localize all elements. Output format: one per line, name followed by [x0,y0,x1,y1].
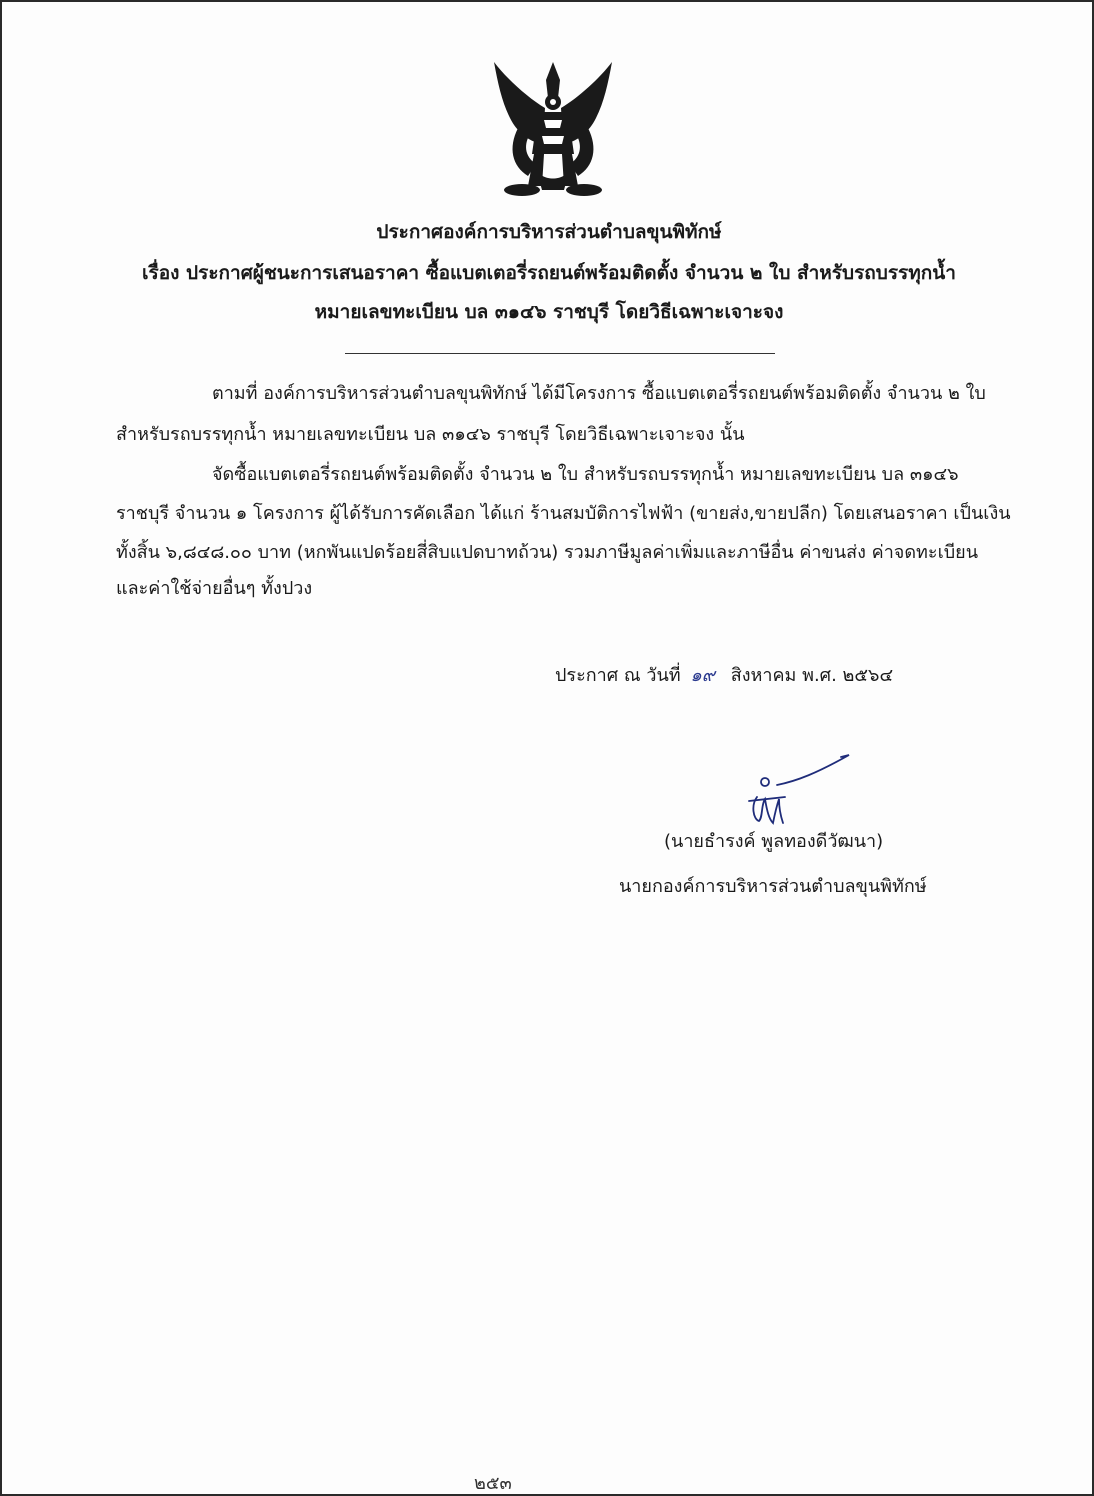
body-line: สำหรับรถบรรทุกน้ำ หมายเลขทะเบียน บล ๓๑๔๖ ราชบุรี โดยวิธีเฉพาะเจาะจง นั้น [116,424,745,445]
body-line: ตามที่ องค์การบริหารส่วนตำบลขุนพิทักษ์ ได้มีโครงการ ซื้อแบตเตอรี่รถยนต์พร้อมติดตั้ง จำนวน ๒ ใบ [212,383,986,404]
body-line: และค่าใช้จ่ายอื่นๆ ทั้งปวง [116,578,313,599]
announcement-date [555,663,893,689]
date-month-year: สิงหาคม พ.ศ. ๒๕๖๔ [730,665,894,686]
date-day-handwritten: ๑๙ [690,665,715,686]
page-number: ๒๕๓ [474,1473,512,1494]
signer-name: (นายธำรงค์ พูลทองดีวัฒนา) [664,831,884,852]
date-prefix: ประกาศ ณ วันที่ [555,665,681,686]
body-line: ราชบุรี จำนวน ๑ โครงการ ผู้ได้รับการคัดเลือก ได้แก่ ร้านสมบัติการไฟฟ้า (ขายส่ง,ขายปลีก) โดยเสนอราคา เป็นเงิน [116,503,1011,524]
announcement-subject: เรื่อง ประกาศผู้ชนะการเสนอราคา ซื้อแบตเตอรี่รถยนต์พร้อมติดตั้ง จำนวน ๒ ใบ สำหรับรถบรรทุกน้ำ [142,262,956,284]
body-line: ทั้งสิ้น ๖,๘๔๘.๐๐ บาท (หกพันแปดร้อยสี่สิบแปดบาทถ้วน) รวมภาษีมูลค่าเพิ่มและภาษีอื่น ค่าขนส่ง ค่าจดทะเบียน [116,542,978,563]
announcement-title: ประกาศองค์การบริหารส่วนตำบลขุนพิทักษ์ [376,221,722,243]
announcement-subject-continued: หมายเลขทะเบียน บล ๓๑๔๖ ราชบุรี โดยวิธีเฉพาะเจาะจง [314,301,784,323]
title-divider [345,353,775,354]
body-line: จัดซื้อแบตเตอรี่รถยนต์พร้อมติดตั้ง จำนวน ๒ ใบ สำหรับรถบรรทุกน้ำ หมายเลขทะเบียน บล ๓๑๔๖ [212,464,959,485]
signer-title: นายกองค์การบริหารส่วนตำบลขุนพิทักษ์ [619,876,927,897]
garuda-emblem-icon [488,58,618,200]
signature-mark [737,747,857,832]
